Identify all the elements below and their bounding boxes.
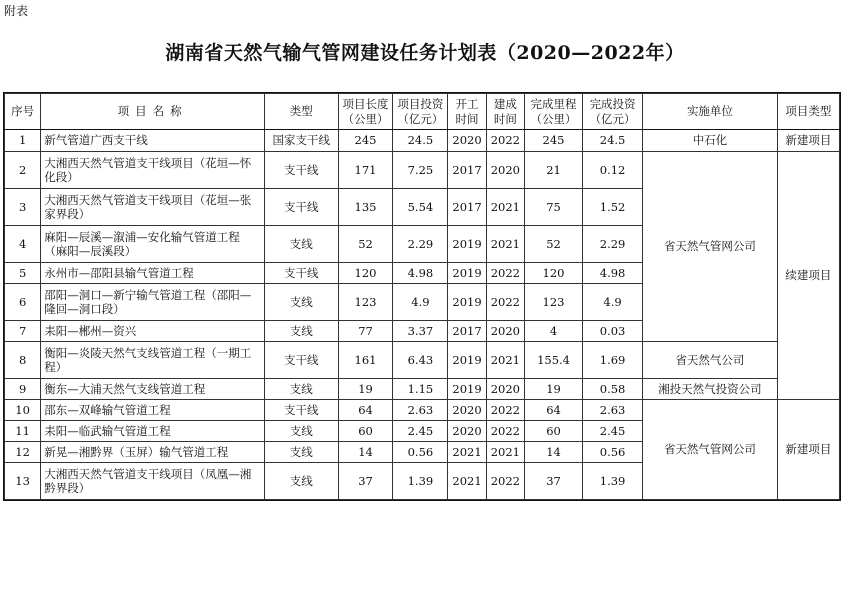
cell-investment: 2.45 bbox=[393, 421, 448, 442]
cell-unit: 湘投天然气投资公司 bbox=[643, 379, 778, 400]
cell-investment: 2.63 bbox=[393, 400, 448, 421]
col-header-name: 项目名称 bbox=[41, 94, 265, 130]
cell-length: 161 bbox=[338, 342, 393, 379]
cell-investment: 3.37 bbox=[393, 321, 448, 342]
cell-index: 11 bbox=[5, 421, 41, 442]
cell-start: 2019 bbox=[448, 226, 486, 263]
cell-length: 14 bbox=[338, 442, 393, 463]
col-header-finish: 建成时间 bbox=[486, 94, 524, 130]
cell-done-length: 37 bbox=[525, 463, 583, 500]
cell-done-length: 4 bbox=[525, 321, 583, 342]
cell-category: 支线 bbox=[265, 421, 339, 442]
cell-name: 邵阳—洞口—新宁输气管道工程（邵阳—隆回—洞口段） bbox=[41, 284, 265, 321]
cell-done-length: 245 bbox=[525, 130, 583, 152]
cell-done-invest: 0.03 bbox=[583, 321, 643, 342]
cell-index: 3 bbox=[5, 189, 41, 226]
table-row bbox=[5, 379, 840, 400]
col-header-done-invest: 完成投资（亿元） bbox=[583, 94, 643, 130]
cell-unit: 中石化 bbox=[643, 130, 778, 152]
cell-category: 支干线 bbox=[265, 400, 339, 421]
col-header-length: 项目长度（公里） bbox=[338, 94, 393, 130]
cell-start: 2019 bbox=[448, 284, 486, 321]
cell-category: 支干线 bbox=[265, 189, 339, 226]
cell-length: 245 bbox=[338, 130, 393, 152]
cell-category: 支干线 bbox=[265, 263, 339, 284]
cell-length: 77 bbox=[338, 321, 393, 342]
cell-category: 国家支干线 bbox=[265, 130, 339, 152]
cell-index: 4 bbox=[5, 226, 41, 263]
cell-index: 5 bbox=[5, 263, 41, 284]
cell-finish: 2022 bbox=[486, 421, 524, 442]
cell-start: 2021 bbox=[448, 442, 486, 463]
cell-investment: 0.56 bbox=[393, 442, 448, 463]
cell-project-type: 续建项目 bbox=[777, 152, 839, 400]
table-row bbox=[5, 342, 840, 379]
cell-category: 支线 bbox=[265, 321, 339, 342]
cell-name: 邵东—双峰输气管道工程 bbox=[41, 400, 265, 421]
cell-start: 2017 bbox=[448, 189, 486, 226]
cell-length: 64 bbox=[338, 400, 393, 421]
plan-table bbox=[4, 93, 840, 500]
cell-investment: 1.15 bbox=[393, 379, 448, 400]
cell-category: 支线 bbox=[265, 463, 339, 500]
cell-name: 新气管道广西支干线 bbox=[41, 130, 265, 152]
cell-start: 2019 bbox=[448, 379, 486, 400]
cell-index: 10 bbox=[5, 400, 41, 421]
cell-start: 2019 bbox=[448, 263, 486, 284]
cell-project-type: 新建项目 bbox=[777, 400, 839, 500]
cell-start: 2021 bbox=[448, 463, 486, 500]
cell-index: 6 bbox=[5, 284, 41, 321]
cell-start: 2020 bbox=[448, 400, 486, 421]
cell-name: 大湘西天然气管道支干线项目（花垣—怀化段） bbox=[41, 152, 265, 189]
cell-done-invest: 2.63 bbox=[583, 400, 643, 421]
cell-length: 171 bbox=[338, 152, 393, 189]
cell-done-length: 60 bbox=[525, 421, 583, 442]
cell-investment: 4.9 bbox=[393, 284, 448, 321]
cell-project-type: 新建项目 bbox=[777, 130, 839, 152]
cell-done-length: 21 bbox=[525, 152, 583, 189]
cell-index: 1 bbox=[5, 130, 41, 152]
cell-done-length: 14 bbox=[525, 442, 583, 463]
cell-finish: 2022 bbox=[486, 463, 524, 500]
cell-index: 7 bbox=[5, 321, 41, 342]
cell-done-length: 52 bbox=[525, 226, 583, 263]
col-header-unit: 实施单位 bbox=[643, 94, 778, 130]
cell-investment: 7.25 bbox=[393, 152, 448, 189]
cell-name: 大湘西天然气管道支干线项目（凤凰—湘黔界段） bbox=[41, 463, 265, 500]
cell-unit: 省天然气管网公司 bbox=[643, 400, 778, 500]
cell-start: 2020 bbox=[448, 130, 486, 152]
cell-category: 支线 bbox=[265, 442, 339, 463]
cell-finish: 2021 bbox=[486, 226, 524, 263]
cell-name: 耒阳—郴州—资兴 bbox=[41, 321, 265, 342]
cell-done-length: 120 bbox=[525, 263, 583, 284]
cell-name: 衡东—大浦天然气支线管道工程 bbox=[41, 379, 265, 400]
cell-length: 52 bbox=[338, 226, 393, 263]
cell-start: 2017 bbox=[448, 152, 486, 189]
cell-category: 支线 bbox=[265, 226, 339, 263]
cell-start: 2017 bbox=[448, 321, 486, 342]
cell-name: 新晃—湘黔界（玉屏）输气管道工程 bbox=[41, 442, 265, 463]
cell-finish: 2021 bbox=[486, 189, 524, 226]
cell-done-length: 123 bbox=[525, 284, 583, 321]
cell-index: 2 bbox=[5, 152, 41, 189]
cell-finish: 2020 bbox=[486, 152, 524, 189]
col-header-investment: 项目投资（亿元） bbox=[393, 94, 448, 130]
cell-done-invest: 24.5 bbox=[583, 130, 643, 152]
cell-finish: 2021 bbox=[486, 342, 524, 379]
cell-done-invest: 1.52 bbox=[583, 189, 643, 226]
page-title: 湖南省天然气输气管网建设任务计划表（2020—2022年） bbox=[165, 42, 685, 64]
cell-done-length: 64 bbox=[525, 400, 583, 421]
cell-category: 支线 bbox=[265, 284, 339, 321]
table-row bbox=[5, 152, 840, 189]
col-header-start: 开工时间 bbox=[448, 94, 486, 130]
cell-investment: 6.43 bbox=[393, 342, 448, 379]
cell-unit: 省天然气公司 bbox=[643, 342, 778, 379]
cell-investment: 1.39 bbox=[393, 463, 448, 500]
cell-investment: 5.54 bbox=[393, 189, 448, 226]
cell-done-invest: 1.69 bbox=[583, 342, 643, 379]
cell-done-invest: 0.58 bbox=[583, 379, 643, 400]
cell-done-length: 19 bbox=[525, 379, 583, 400]
cell-finish: 2022 bbox=[486, 284, 524, 321]
appendix-label: 附表 bbox=[4, 4, 29, 18]
cell-done-length: 155.4 bbox=[525, 342, 583, 379]
cell-finish: 2022 bbox=[486, 400, 524, 421]
cell-done-invest: 2.29 bbox=[583, 226, 643, 263]
cell-finish: 2020 bbox=[486, 379, 524, 400]
cell-investment: 2.29 bbox=[393, 226, 448, 263]
cell-done-invest: 4.98 bbox=[583, 263, 643, 284]
col-header-project-type: 项目类型 bbox=[777, 94, 839, 130]
cell-investment: 24.5 bbox=[393, 130, 448, 152]
col-header-index: 序号 bbox=[5, 94, 41, 130]
cell-unit: 省天然气管网公司 bbox=[643, 152, 778, 342]
table-header-row bbox=[5, 94, 840, 130]
cell-name: 大湘西天然气管道支干线项目（花垣—张家界段） bbox=[41, 189, 265, 226]
cell-category: 支干线 bbox=[265, 342, 339, 379]
cell-start: 2019 bbox=[448, 342, 486, 379]
cell-done-invest: 1.39 bbox=[583, 463, 643, 500]
table-row bbox=[5, 400, 840, 421]
cell-done-length: 75 bbox=[525, 189, 583, 226]
col-header-done-length: 完成里程（公里） bbox=[525, 94, 583, 130]
cell-finish: 2020 bbox=[486, 321, 524, 342]
cell-finish: 2021 bbox=[486, 442, 524, 463]
cell-finish: 2022 bbox=[486, 263, 524, 284]
cell-category: 支线 bbox=[265, 379, 339, 400]
cell-length: 123 bbox=[338, 284, 393, 321]
cell-name: 耒阳—临武输气管道工程 bbox=[41, 421, 265, 442]
cell-finish: 2022 bbox=[486, 130, 524, 152]
cell-length: 60 bbox=[338, 421, 393, 442]
cell-name: 麻阳—辰溪—溆浦—安化输气管道工程（麻阳—辰溪段） bbox=[41, 226, 265, 263]
cell-start: 2020 bbox=[448, 421, 486, 442]
cell-done-invest: 2.45 bbox=[583, 421, 643, 442]
cell-investment: 4.98 bbox=[393, 263, 448, 284]
cell-name: 衡阳—炎陵天然气支线管道工程（一期工程） bbox=[41, 342, 265, 379]
cell-index: 8 bbox=[5, 342, 41, 379]
cell-length: 135 bbox=[338, 189, 393, 226]
table-row bbox=[5, 130, 840, 152]
cell-done-invest: 4.9 bbox=[583, 284, 643, 321]
cell-index: 9 bbox=[5, 379, 41, 400]
cell-category: 支干线 bbox=[265, 152, 339, 189]
col-header-category: 类型 bbox=[265, 94, 339, 130]
cell-length: 120 bbox=[338, 263, 393, 284]
cell-index: 13 bbox=[5, 463, 41, 500]
cell-length: 19 bbox=[338, 379, 393, 400]
cell-done-invest: 0.56 bbox=[583, 442, 643, 463]
cell-length: 37 bbox=[338, 463, 393, 500]
cell-index: 12 bbox=[5, 442, 41, 463]
cell-name: 永州市—邵阳县输气管道工程 bbox=[41, 263, 265, 284]
cell-done-invest: 0.12 bbox=[583, 152, 643, 189]
